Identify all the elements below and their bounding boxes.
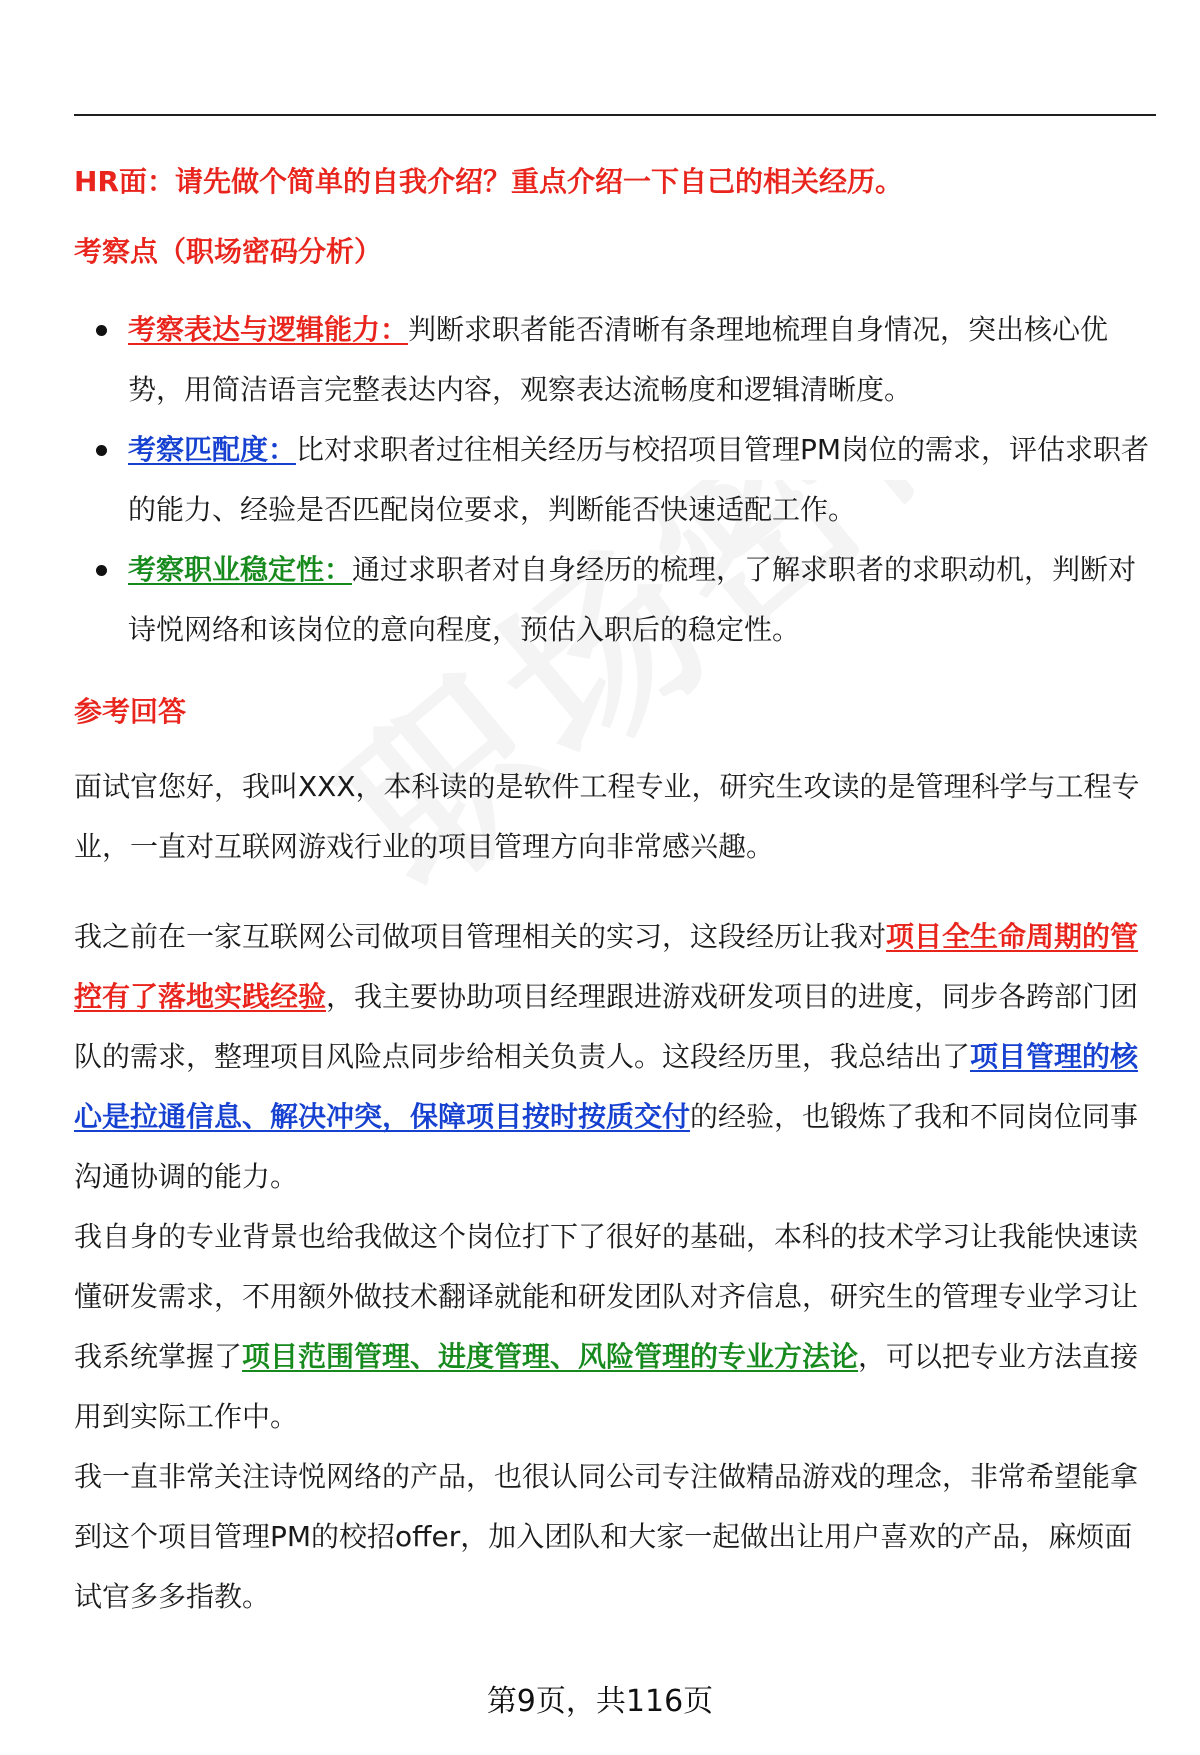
bullet-dot — [96, 445, 107, 456]
paragraph-text: 我自身的专业背景也给我做这个岗位打下了很好的基础，本科的技术学习让我能快速读懂研发需求，不用额外做技术翻译就能和研发团队对齐信息，研究生的管理专业学习让我系统掌握了 — [74, 1220, 1139, 1373]
answer-paragraph-3 — [74, 1207, 1156, 1447]
point-text: 比对求职者过往相关经历与校招项目管理PM岗位的需求，评估求职者的能力、经验是否匹配岗位要求，判断能否快速适配工作。 — [128, 433, 1150, 526]
interview-question: HR面：请先做个简单的自我介绍？重点介绍一下自己的相关经历。 — [74, 165, 903, 198]
bullet-dot — [96, 325, 107, 336]
answer-paragraph-2 — [74, 907, 1156, 1207]
highlight-green: 项目范围管理、进度管理、风险管理的专业方法论 — [242, 1340, 859, 1373]
page-number: 第9页，共116页 — [486, 1684, 714, 1719]
paragraph-text: ，我主要协助项目经理跟进游戏研发项目的进度，同步各跨部门团队的需求，整理项目风险点同步给相关负责人。这段经历里，我总结出了 — [74, 980, 1139, 1073]
point-keyword: 考察职业稳定性： — [128, 553, 353, 586]
bullet-dot — [96, 565, 107, 576]
point-keyword: 考察表达与逻辑能力： — [128, 313, 409, 346]
paragraph-text: 我之前在一家互联网公司做项目管理相关的实习，这段经历让我对 — [74, 920, 887, 953]
point-text: 通过求职者对自身经历的梳理，了解求职者的求职动机，判断对诗悦网络和该岗位的意向程度，预估入职后的稳定性。 — [128, 553, 1137, 646]
list-item — [74, 420, 1156, 540]
answer-paragraph-1: 面试官您好，我叫XXX，本科读的是软件工程专业，研究生攻读的是管理科学与工程专业，一直对互联网游戏行业的项目管理方向非常感兴趣。 — [74, 770, 1140, 863]
highlight-blue: 项目管理的核心是拉通信息、解决冲突，保障项目按时按质交付 — [74, 1040, 1139, 1133]
section-title-answer: 参考回答 — [74, 695, 187, 728]
list-item — [74, 540, 1156, 660]
section-title-points: 考察点（职场密码分析） — [74, 235, 383, 268]
highlight-red: 项目全生命周期的管控有了落地实践经验 — [74, 920, 1139, 1013]
paragraph-text: 的经验，也锻炼了我和不同岗位同事沟通协调的能力。 — [74, 1100, 1139, 1193]
list-item — [74, 300, 1156, 420]
point-keyword: 考察匹配度： — [128, 433, 297, 466]
top-divider — [74, 114, 1156, 116]
answer-paragraph-4: 我一直非常关注诗悦网络的产品，也很认同公司专注做精品游戏的理念，非常希望能拿到这个项目管理PM的校招offer，加入团队和大家一起做出让用户喜欢的产品，麻烦面试官多多指教。 — [74, 1460, 1139, 1613]
paragraph-text: ，可以把专业方法直接用到实际工作中。 — [74, 1340, 1139, 1433]
points-list — [74, 300, 1156, 660]
point-text: 判断求职者能否清晰有条理地梳理自身情况，突出核心优势，用简洁语言完整表达内容，观察表达流畅度和逻辑清晰度。 — [128, 313, 1109, 406]
